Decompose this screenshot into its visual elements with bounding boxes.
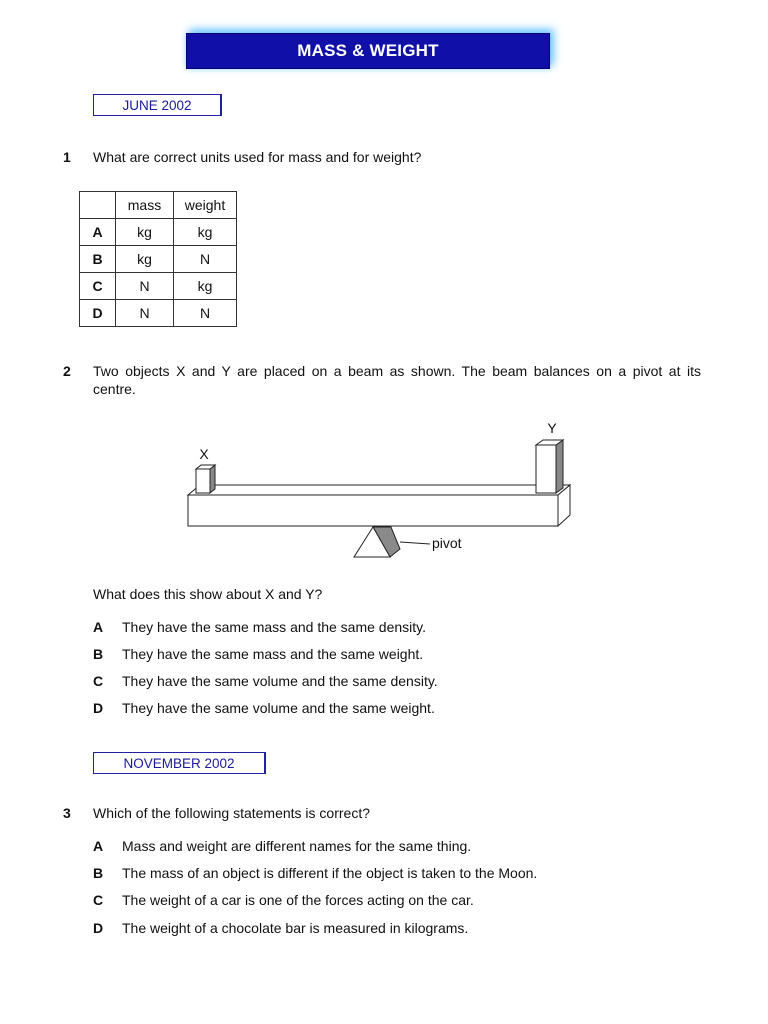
pivot-leader-line <box>400 542 430 544</box>
session-label-november-2002: NOVEMBER 2002 <box>93 752 266 774</box>
question-prompt: What does this show about X and Y? <box>93 586 323 602</box>
option-letter: B <box>93 646 104 662</box>
option-text: They have the same volume and the same weight. <box>122 700 435 716</box>
table-cell: B <box>80 246 116 273</box>
question-number: 2 <box>63 363 71 379</box>
object-x-front <box>196 469 210 493</box>
question-text: Which of the following statements is correct? <box>93 805 371 821</box>
table-cell: N <box>116 300 174 327</box>
question-text-line-1: Two objects X and Y are placed on a beam as shown. The beam balances on a pivot at its <box>93 363 701 379</box>
page-title: MASS & WEIGHT <box>186 33 550 69</box>
label-y: Y <box>547 420 557 436</box>
session-label-june-2002: JUNE 2002 <box>93 94 222 116</box>
table-header-cell: weight <box>174 192 237 219</box>
object-x-side <box>210 465 215 493</box>
table-cell: kg <box>174 273 237 300</box>
question-number: 3 <box>63 805 71 821</box>
option-letter: C <box>93 673 104 689</box>
table-cell: N <box>174 246 237 273</box>
table-cell: N <box>174 300 237 327</box>
table-row <box>80 219 237 246</box>
label-x: X <box>199 446 209 462</box>
option-letter: D <box>93 920 104 936</box>
beam-top-face <box>188 485 570 495</box>
option-text: The mass of an object is different if the object is taken to the Moon. <box>122 865 538 881</box>
table-cell: kg <box>174 219 237 246</box>
question-text: What are correct units used for mass and for weight? <box>93 149 422 165</box>
object-y-side <box>556 440 563 493</box>
option-letter: A <box>93 619 104 635</box>
table-header-cell: mass <box>116 192 174 219</box>
option-text: They have the same mass and the same weight. <box>122 646 424 662</box>
option-letter: D <box>93 700 104 716</box>
beam-balance-diagram <box>180 415 580 565</box>
table-header-cell <box>80 192 116 219</box>
option-letter: B <box>93 865 104 881</box>
table-row <box>80 300 237 327</box>
beam-front-face <box>188 495 558 526</box>
question-number: 1 <box>63 149 71 165</box>
table-cell: C <box>80 273 116 300</box>
units-table <box>79 191 237 327</box>
option-text: The weight of a car is one of the forces acting on the car. <box>122 892 474 908</box>
option-text: The weight of a chocolate bar is measured in kilograms. <box>122 920 469 936</box>
option-letter: A <box>93 838 104 854</box>
table-cell: A <box>80 219 116 246</box>
object-y-front <box>536 445 556 493</box>
option-letter: C <box>93 892 104 908</box>
table-row <box>80 246 237 273</box>
question-text-line-2: centre. <box>93 381 136 397</box>
label-pivot: pivot <box>432 535 462 551</box>
option-text: They have the same mass and the same density. <box>122 619 427 635</box>
table-row <box>80 273 237 300</box>
option-text: Mass and weight are different names for the same thing. <box>122 838 472 854</box>
table-cell: kg <box>116 246 174 273</box>
table-header-row <box>80 192 237 219</box>
table-cell: N <box>116 273 174 300</box>
option-text: They have the same volume and the same density. <box>122 673 438 689</box>
table-cell: D <box>80 300 116 327</box>
table-cell: kg <box>116 219 174 246</box>
